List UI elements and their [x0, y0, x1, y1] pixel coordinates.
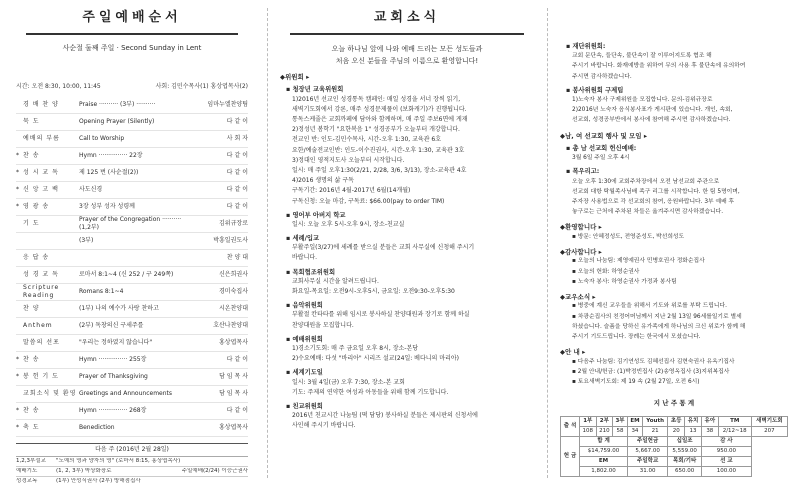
- order-item-detail: Benediction: [79, 423, 115, 431]
- order-item-label: 응 답 송: [23, 253, 50, 261]
- order-item-leader: 사 회 자: [226, 134, 248, 142]
- order-item-detail: 제 125 번 (사순절(2)): [79, 168, 139, 176]
- stand-marker: *: [16, 372, 19, 380]
- attendance-header: Youth: [642, 416, 667, 426]
- attendance-value: 21: [642, 426, 667, 436]
- order-item-leader: 담 임 목 사: [219, 372, 248, 380]
- news-item-line: 2016년 친교시간 나눔팀 (떡 담당) 봉사하실 분들은 제시판의 신청서에: [292, 412, 478, 420]
- order-item-detail: Opening Prayer (Silently): [79, 117, 155, 125]
- order-row: [16, 267, 248, 284]
- order-item-detail: Greetings and Announcements: [79, 389, 173, 397]
- order-item-label: 경 배 찬 양: [23, 100, 59, 108]
- news-item-line: 교회 문단속, 들단속, 불단속이 잘 이루어지도록 협조 해: [572, 53, 712, 60]
- news-item-line: ▪ 병중에 계신 교우들을 위해서 기도와 위로를 부탁 드립니다.: [572, 303, 727, 310]
- order-row: [16, 233, 248, 250]
- next-week-detail: "노예의 영과 양자의 영" (로마서 8:15, 홍상엽목사): [56, 457, 181, 464]
- order-row: [16, 318, 248, 335]
- attendance-value: 210: [596, 426, 613, 436]
- order-item-detail: Prayer of the Congregation ·········· (1,2부): [79, 215, 182, 231]
- next-week-label: 성경교독: [16, 477, 38, 484]
- worship-subtitle: 사순절 둘째 주일 · Second Sunday in Lent: [62, 43, 202, 52]
- attendance-value: 34: [627, 426, 642, 436]
- news-item-line: 1)2016년 선교인 성경통독 캠페인: 매일 성경을 서너 장씩 읽기,: [292, 95, 461, 103]
- news-item-line: ▪ 차광순집사의 친정어머님께서 지난 2월 13일 96세를일기로 별세: [572, 313, 742, 320]
- service-time-left: 시간: 오전 8:30, 10:00, 11:45: [16, 82, 101, 90]
- order-item-leader: 시온찬양대: [219, 304, 248, 312]
- stand-marker: *: [16, 423, 19, 431]
- order-item-leader: 다 같 이: [226, 168, 248, 176]
- order-row: [16, 301, 248, 318]
- order-row: [16, 165, 248, 182]
- order-item-leader: 다 같 이: [226, 355, 248, 363]
- news-item-line: 통독스케줄은 교회까페에 담아와 함께하며, 매 주일 주보6면에 게재: [292, 115, 468, 123]
- stand-marker: *: [16, 202, 19, 210]
- news-item-line: 사인해 주시기 바랍니다.: [292, 422, 356, 430]
- order-item-leader: 다 같 이: [226, 202, 248, 210]
- news-item-line: 오늘 오후 1:30에 교회주차장에서 오전 남선교회 주관으로: [572, 178, 720, 185]
- news-item-line: 요한/예술전교인반: 인도-이수진권사, 시간-오후 1:30, 교육관 3호: [292, 146, 465, 154]
- next-week-row: [16, 477, 248, 486]
- offering-header: EM: [580, 456, 628, 466]
- news-item-line: 주시면 감사하겠습니다.: [572, 73, 632, 80]
- stand-marker: *: [16, 168, 19, 176]
- order-item-label: 성 시 교 독: [23, 168, 59, 176]
- order-item-label: 영 광 송: [23, 202, 50, 210]
- service-time: [16, 83, 248, 91]
- news-item-heading: ▪ 봉사위원회 구제팀: [566, 86, 624, 94]
- news-item-heading: ▪ 총 남 선교회 헌신예배:: [566, 145, 637, 152]
- attendance-label: 출 석: [561, 416, 580, 436]
- attendance-header: 3부: [613, 416, 628, 426]
- offering-value: 5,559.00: [668, 446, 702, 456]
- news-item-heading: ▪ 영어부 아버지 학교: [286, 211, 346, 219]
- news-item-line: 3월 6일 주일 오후 4시: [572, 155, 630, 162]
- order-item-detail: (2부) 독창의신 구세주를: [79, 321, 144, 329]
- news-item-line: 선교회, 성경공부반에서 봉사에 참여해 주시면 감사하겠습니다.: [572, 117, 731, 124]
- order-item-detail: (3부): [79, 236, 94, 244]
- news-item-line: 1)노숙자 봉사 구제위원을 모집합니다. 문의-김위규장로: [572, 96, 713, 103]
- order-row: [16, 114, 248, 131]
- offering-label: 헌 금: [561, 436, 580, 476]
- news-item-heading: ▪ 폭우리고:: [566, 168, 600, 176]
- order-item-leader: 임마누엘찬양팀: [207, 100, 248, 108]
- order-list: [16, 97, 248, 437]
- news-item-line: 놓구로는 근처에 주차된 차들은 옮겨주시면 감사하겠습니다.: [572, 209, 724, 216]
- news-item-line: 주자장 사용법으로 각 선교회의 참여, 응원바랍니다. 3부 예배 후: [572, 198, 735, 205]
- offering-header: 선 교: [701, 456, 751, 466]
- next-week-label: 예배기도: [16, 467, 38, 474]
- news-item-line: 일시: 3월 4일(금) 오후 7:30, 장소-본 교회: [292, 378, 405, 386]
- offering-header: 합 계: [580, 436, 628, 446]
- order-row: [16, 182, 248, 199]
- news-item-heading: ▪ 청장년 교육위원회: [286, 86, 344, 94]
- order-item-label: 찬 송: [23, 355, 40, 363]
- next-week-title: 다음 주 (2016년 2월 28일): [16, 444, 248, 457]
- news-item-line: ▪ 노숙자 봉사: 하영순권사 가정과 봉사팀: [572, 278, 677, 285]
- offering-header: 주일학교: [627, 456, 667, 466]
- order-item-label: 성 경 교 독: [23, 270, 59, 278]
- news-item-line: 일시: 오늘 오후 5시-오후 9시, 장소-친교실: [292, 220, 405, 228]
- order-item-label: 찬 송: [23, 151, 40, 159]
- news-group-heading: ◆남, 여 선교회 행사 및 모임 ▸: [560, 131, 648, 140]
- news-group-heading: ◆안 내 ▸: [560, 348, 586, 357]
- offering-header: 십일조: [668, 436, 702, 446]
- order-item-detail: (1부) 나의 예수가 사랑 찬하고: [79, 304, 159, 312]
- order-item-label: 예배의 부름: [23, 134, 60, 142]
- news-item-line: ▪ 오늘의 헌화: 하영순권사: [572, 268, 640, 275]
- next-week-extra: 주일예배(2/24) 이승근권사: [181, 467, 248, 474]
- welcome-line-2: 처음 오신 분들을 주님의 이름으로 환영합니다!: [335, 56, 479, 65]
- offering-header: 목회/기타: [668, 456, 702, 466]
- attendance-header: 새벽기도회: [751, 416, 787, 426]
- order-item-label: 교회소식 및 환영: [23, 389, 77, 397]
- stand-marker: *: [16, 151, 19, 159]
- attendance-value: 58: [613, 426, 628, 436]
- news-item-line: 새벽기도회에서 강론, 매주 성경문제풀이 (보화캐기)가 진행됩니다.: [292, 105, 467, 113]
- news-item-line: 구독신청: 오늘 마감, 구독료: $66.00(pay to order TIM): [292, 197, 445, 205]
- news-item-line: 선교회 대항 탁월족사님배 족구 리그를 시작합니다. 한 팀 5명이며,: [572, 188, 740, 195]
- order-item-label: 찬 송: [23, 406, 40, 414]
- news-item-line: 부활절 칸타타를 위해 임시로 봉사하실 찬양대원과 장기로 함께 하실: [292, 311, 470, 319]
- news-item-line: ▪ 오늘의 나눔팀: 제영예권사 민병호권사 정화순집사: [572, 258, 705, 265]
- attendance-sub-label: 2/12~18: [718, 426, 751, 436]
- order-item-detail: Praise ·········· (3부) ··········: [79, 100, 156, 108]
- order-item-leader: 다 같 이: [226, 151, 248, 159]
- news-blocks: [560, 43, 788, 126]
- order-item-label: 기 도: [23, 219, 40, 227]
- order-item-leader: 김위규장로: [219, 219, 248, 227]
- stand-marker: *: [16, 406, 19, 414]
- committee-heading: ◆위원회 ▸: [280, 72, 310, 81]
- order-row: [16, 369, 248, 386]
- news-item-line: 구독기간: 2016년 4월-2017년 6월(14개월): [292, 187, 411, 195]
- stand-marker: *: [16, 185, 19, 193]
- news-item-line: ▪ 다음주 나눔팀: 김기연성도 김혜선집사 김현숙권사 유옥기집사: [572, 358, 735, 365]
- stand-marker: *: [16, 355, 19, 363]
- news-item-line: 하셨습니다. 슬픔을 당하신 유가족에게 하나님의 크신 위로가 함께 해: [572, 323, 746, 330]
- welcome-intro: [280, 43, 534, 67]
- next-week-row: [16, 467, 248, 477]
- order-item-leader: 홍상엽목사: [219, 338, 248, 346]
- next-week-box: [16, 443, 248, 486]
- news-item-line: 찬양대원을 모집합니다.: [292, 321, 354, 329]
- order-item-leader: 담 임 목 사: [219, 389, 248, 397]
- next-week-label: 1,2,3부설교: [16, 457, 46, 464]
- order-item-leader: 경미숙집사: [219, 287, 248, 295]
- order-item-label: 말씀의 선포: [23, 338, 60, 346]
- order-row: [16, 284, 248, 301]
- order-row: [16, 352, 248, 369]
- order-item-label: 축 도: [23, 423, 40, 431]
- news-item-heading: ▪ 친교위원회: [286, 403, 323, 410]
- offering-value: 650.00: [668, 466, 702, 476]
- news-item-line: 화요일-목요일: 오전9시-오후5시, 금요일: 오전9:30-오후5:30: [292, 288, 455, 296]
- offering-value: 31.00: [627, 466, 667, 476]
- title-rule: [290, 33, 524, 35]
- attendance-header: 1부: [580, 416, 597, 426]
- news-group-heading: ◆환영합니다 ▸: [560, 223, 602, 232]
- church-news-column: [272, 0, 542, 486]
- order-item-detail: Hymn ··············· 268장: [79, 406, 147, 414]
- offering-value: $14,759.00: [580, 446, 628, 456]
- news-item-line: ▪ 방문: 안혜정성도, 전영준성도, 박선희성도: [572, 233, 685, 240]
- attendance-value: 20: [668, 426, 685, 436]
- news-item-line: ▪ 2월 안내/헌금: (1)박정빈집사 (2)송영옥집사 (3)지위복집사: [572, 368, 730, 375]
- attendance-header: 2부: [596, 416, 613, 426]
- news-item-line: 기도: 주제의 연약한 여성과 아동들을 위해 함께 기도합니다.: [292, 388, 449, 396]
- attendance-value: 38: [701, 426, 718, 436]
- news-item-line: 주시기 바랍니다. 화재예방을 위하여 무의 사용 후 불단속에 유의하여: [572, 63, 746, 70]
- offering-header: 감 사: [701, 436, 751, 446]
- offering-value: 100.00: [701, 466, 751, 476]
- order-item-leader: 다 같 이: [226, 406, 248, 414]
- title-rule: [26, 33, 238, 35]
- welcome-line-1: 오늘 하나님 앞에 나와 예배 드리는 모든 성도들과: [331, 44, 483, 53]
- order-item-detail: Romans 8:1~4: [79, 287, 124, 295]
- news-item-line: ▪ 토요새벽기도회: 제 19 속 (2월 27일, 오전 6시): [572, 379, 700, 386]
- order-item-leader: 홍상엽목사: [219, 423, 248, 431]
- worship-order-title: 주일예배순서: [82, 10, 182, 25]
- more-news-column: [552, 0, 800, 486]
- order-row: [16, 420, 248, 437]
- order-item-detail: Call to Worship: [79, 134, 125, 142]
- next-week-detail: (1부) 안성식권사 (2부) 방해점집사: [56, 477, 141, 484]
- news-item-heading: ▪ 목회협조위원회: [286, 268, 336, 276]
- order-row: [16, 199, 248, 216]
- news-sections: [280, 86, 534, 431]
- news-item-heading: ▪ 예배위원회: [286, 335, 323, 343]
- statistics-table: [560, 416, 788, 477]
- attendance-header: EM: [627, 416, 642, 426]
- order-row: [16, 403, 248, 420]
- order-item-leader: 다 같 이: [226, 117, 248, 125]
- attendance-value: 108: [580, 426, 597, 436]
- offering-header: 주일헌금: [627, 436, 667, 446]
- news-item-line: 바랍니다.: [292, 254, 318, 262]
- news-item-line: 4)2016 생명의 삶 구독: [292, 177, 354, 185]
- church-news-title: 교회소식: [373, 10, 441, 25]
- news-item-heading: ▪ 재단위원회:: [566, 43, 606, 50]
- order-item-detail: 로마서 8:1~4 (신 252 / 구 249쪽): [79, 270, 174, 278]
- order-item-leader: 박흥일권도사: [213, 236, 248, 244]
- order-row: [16, 386, 248, 403]
- order-row: [16, 97, 248, 114]
- order-item-label: Anthem: [23, 321, 53, 329]
- news-item-heading: ▪ 세례/입교: [286, 235, 320, 243]
- order-item-detail: Hymn ··············· 255장: [79, 355, 147, 363]
- order-row: [16, 148, 248, 165]
- news-item-line: 일시: 매 주일 오후1:30(2/21, 2/28, 3/6, 3/13), 장소-교육관 4호: [292, 166, 467, 174]
- order-item-leader: 신은희권사: [219, 270, 248, 278]
- order-item-detail: "우리는 정하였지 않습니다": [79, 338, 153, 346]
- news-item-line: 2)2016년 노숙자 음식봉사표가 게시판에 있습니다. 개인, 속회,: [572, 107, 733, 114]
- next-week-rows: [16, 457, 248, 486]
- news-item-line: 3)정대인 영적지도사 오늘부터 시작합니다.: [292, 156, 405, 164]
- order-item-label: Scripture Reading: [23, 283, 60, 299]
- order-item-label: 봉 헌 기 도: [23, 372, 59, 380]
- attendance-value: 13: [685, 426, 702, 436]
- news-item-line: 2)정성년 봄학기 "요한복음 1" 성경공부가 오늘부터 개강합니다.: [292, 126, 460, 134]
- column-divider: [547, 8, 548, 478]
- order-item-detail: 사도신경: [79, 185, 103, 193]
- order-item-detail: Hymn ··············· 22장: [79, 151, 143, 159]
- offering-value: 1,802.00: [580, 466, 628, 476]
- order-item-label: 찬 양: [23, 304, 40, 312]
- news-item-heading: ▪ 음악위원회: [286, 302, 323, 310]
- order-item-leader: 호산나찬양대: [213, 321, 248, 329]
- order-row: [16, 216, 248, 233]
- order-row: [16, 131, 248, 148]
- news-item-line: 부활주일(3/27)에 세례를 받으실 분들은 교회 사무실에 신청해 주시기: [292, 244, 475, 252]
- news-item-line: 전교인 반: 인도-김민수목사, 시간-오후 1:30, 교육관 6호: [292, 136, 442, 144]
- offering-value: 5,667.00: [627, 446, 667, 456]
- order-item-label: 묵 도: [23, 117, 40, 125]
- attendance-header: TM: [718, 416, 751, 426]
- statistics-title: 지 난 주 통 계: [653, 399, 695, 408]
- attendance-header: 유아: [701, 416, 718, 426]
- news-group-heading: ◆감사합니다 ▸: [560, 248, 602, 256]
- order-row: [16, 335, 248, 352]
- order-item-detail: Prayer of Thanksgiving: [79, 372, 148, 380]
- worship-order-column: [0, 0, 262, 486]
- order-item-leader: 다 같 이: [226, 185, 248, 193]
- news-groups: [560, 132, 788, 388]
- column-divider: [267, 8, 268, 478]
- news-item-line: 1)경소기도회: 매 주 금요일 오후 8시, 장소-본당: [292, 345, 419, 353]
- offering-value: 950.00: [701, 446, 751, 456]
- attendance-value: 207: [751, 426, 787, 436]
- next-week-row: [16, 457, 248, 467]
- order-item-leader: 찬 양 대: [226, 253, 248, 261]
- news-group-heading: ◆교우소식 ▸: [560, 293, 596, 302]
- news-item-line: 주시기 기도드립니다. 장례는 한국에서 모셨습니다.: [572, 334, 701, 341]
- order-row: [16, 250, 248, 267]
- service-time-right: 사회: 김민수목사(1) 홍상엽목사(2): [155, 82, 248, 90]
- news-item-line: 2)수요예배: 다섯 "바리아" 시리즈 설교(24일: 베다니의 마리아): [292, 355, 459, 363]
- order-item-detail: 3장 성부 성자 성령께: [79, 202, 135, 210]
- news-item-line: 교회사무실 시간을 알려드립니다.: [292, 277, 379, 285]
- news-item-heading: ▪ 세계기도일: [286, 369, 323, 377]
- attendance-header: 초등: [668, 416, 685, 426]
- attendance-header: 유치: [685, 416, 702, 426]
- next-week-detail: (1, 2, 3부) 박상화장로: [56, 467, 112, 474]
- order-item-label: 신 앙 고 백: [23, 185, 59, 193]
